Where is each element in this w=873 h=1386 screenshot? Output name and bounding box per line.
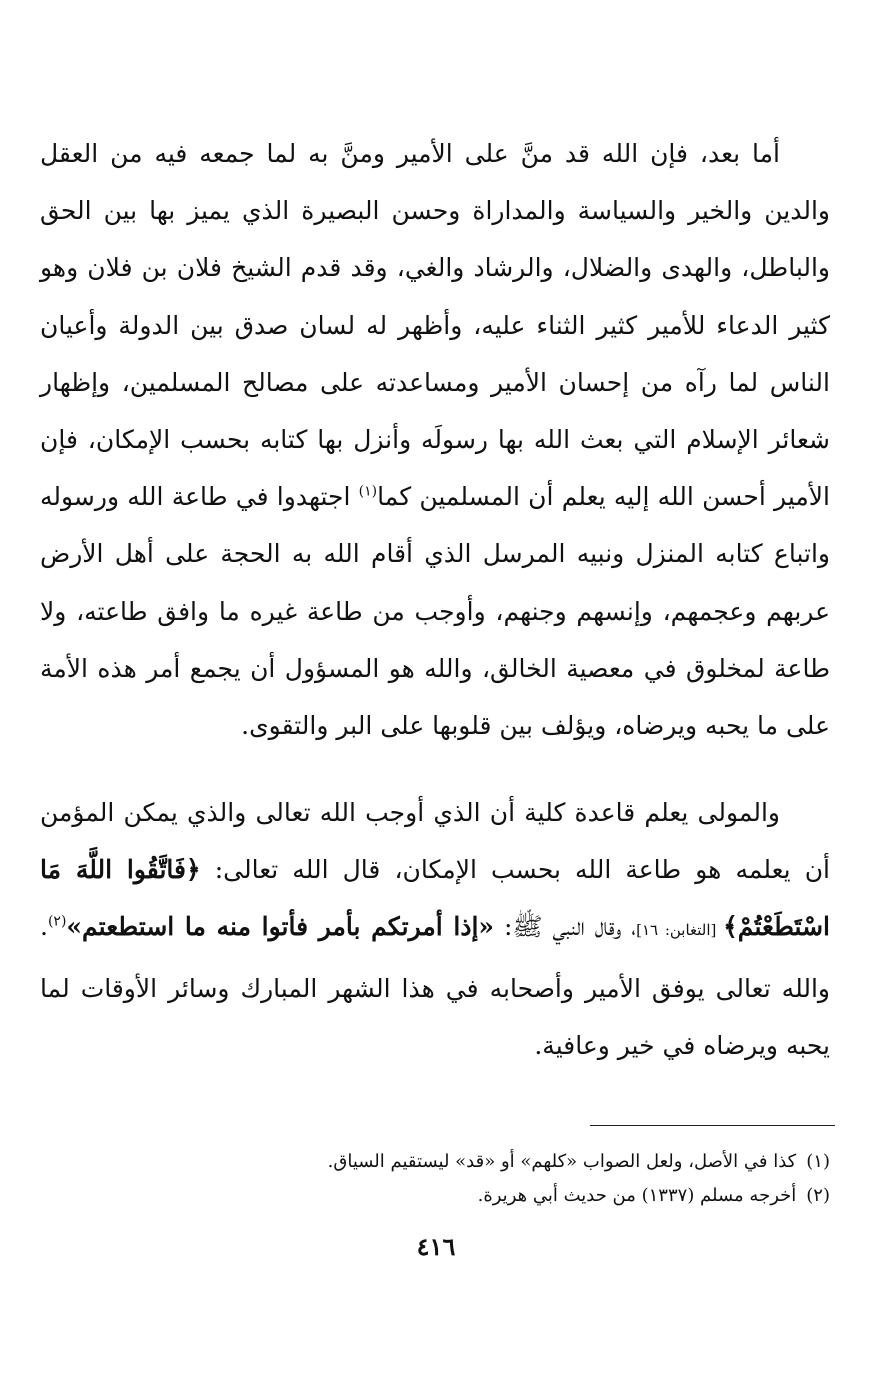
footnote-number-2: (٢) — [806, 1185, 830, 1206]
footnotes — [40, 1145, 830, 1213]
paragraph-2-text-a: والمولى يعلم قاعدة كلية أن الذي أوجب الله تعالى والذي يمكن المؤمن أن يعلمه هو طاعة الله بحسب الإمكان، قال الله تعالى: — [40, 798, 830, 885]
footnote-divider — [590, 1125, 835, 1126]
footnote-number-1: (١) — [806, 1151, 830, 1172]
footnote-marker-1: (١) — [358, 483, 378, 500]
footnote-marker-2: (٢) — [47, 914, 67, 931]
page-number: ٤١٦ — [416, 1232, 456, 1261]
body-paragraph-2 — [40, 784, 830, 1074]
paragraph-2-text-c: . والله تعالى يوفق الأمير وأصحابه في هذا الشهر المبارك وسائر الأوقات لما يحبه ويرضاه في خير وعافية. — [40, 912, 830, 1060]
hadith-quote: «إذا أمرتكم بأمر فأتوا منه ما استطعتم» — [66, 912, 495, 942]
paragraph-1-text-b: اجتهدوا في طاعة الله ورسوله واتباع كتابه المنزل ونبيه المرسل الذي أقام الله به الحجة على أهل الأرض عربهم وعجمهم، وإنسهم وجنهم، وأوجب من طاعة غيره ما وافق طاعته، ولا طاعة لمخلوق في معصية الخالق، والله هو المسؤول أن يجمع أمر هذه الأمة على ما يحبه ويرضاه، ويؤلف بين قلوبها على البر والتقوى. — [40, 482, 830, 741]
paragraph-2-text-b: ، وقال النبي ﷺ: — [494, 912, 637, 942]
quran-verse: ﴿فَاتَّقُوا اللَّهَ مَا اسْتَطَعْتُمْ﴾ — [40, 855, 830, 942]
quran-citation: [التغابن: ١٦] — [636, 921, 724, 940]
footnote-text-1: كذا في الأصل، ولعل الصواب «كلهم» أو «قد» ليستقيم السياق. — [327, 1151, 797, 1172]
footnote-text-2: أخرجه مسلم (١٣٣٧) من حديث أبي هريرة. — [477, 1185, 797, 1206]
footnote-1 — [40, 1145, 830, 1179]
paragraph-1-text-a: أما بعد، فإن الله قد منَّ على الأمير ومنَّ به لما جمعه فيه من العقل والدين والخير والسياسة والمداراة وحسن البصيرة الذي يميز بها بين الحق والباطل، والهدى والضلال، والرشاد والغي، وقد قدم الشيخ فلان بن فلان وهو كثير الدعاء للأمير كثير الثناء عليه، وأظهر له لسان صدق بين الدولة وأعيان الناس لما رآه من إحسان الأمير ومساعدته على مصالح المسلمين، وإظهار شعائر الإسلام التي بعث الله بها رسولَه وأنزل بها كتابه بحسب الإمكان، فإن الأمير أحسن الله إليه يعلم أن المسلمين كما — [40, 139, 830, 512]
footnote-2 — [40, 1179, 830, 1213]
body-paragraph-1 — [40, 125, 830, 754]
